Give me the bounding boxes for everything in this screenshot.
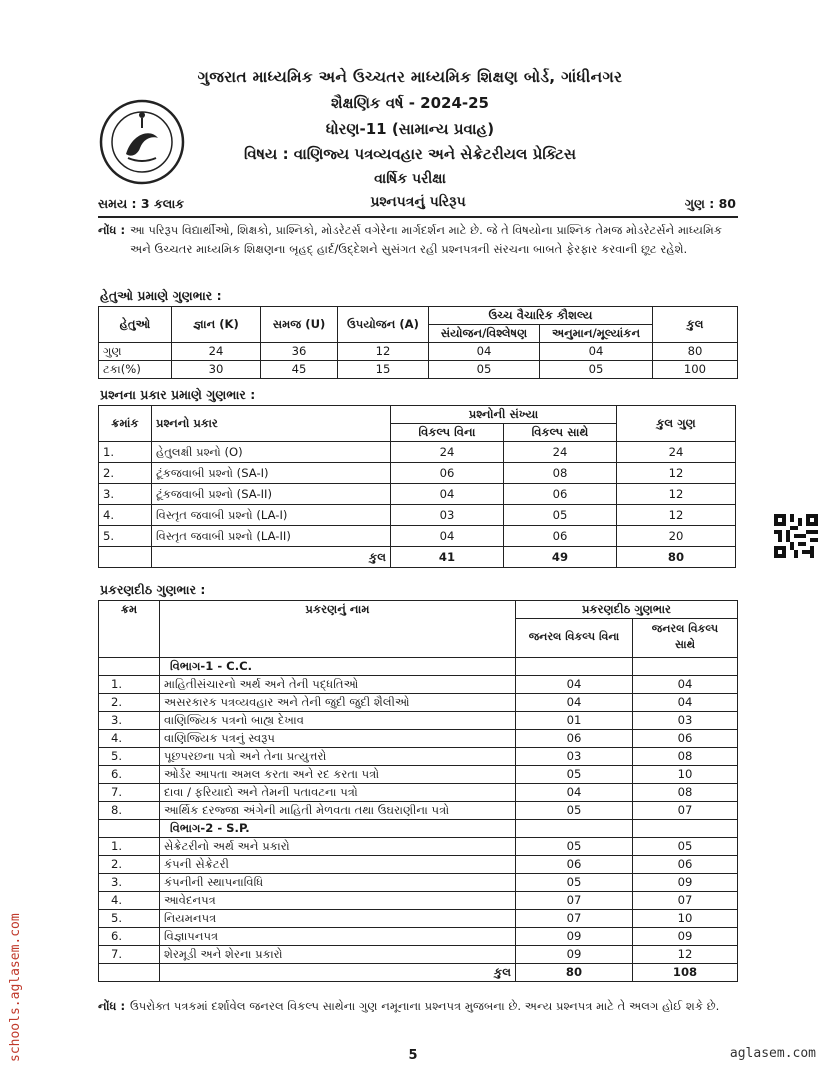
cell: 03: [391, 505, 504, 526]
cell: અસરકારક પત્રવ્યવહાર અને તેની જુદી જુદી શૈલીઓ: [160, 694, 516, 712]
cell: 06: [391, 463, 504, 484]
cell: [633, 658, 738, 676]
cell: 04: [391, 484, 504, 505]
cell: વાણિજ્યિક પત્રનો બાહ્ય દેખાવ: [160, 712, 516, 730]
cell: 80: [617, 547, 736, 568]
cell: 4.: [99, 505, 152, 526]
cell: 06: [504, 484, 617, 505]
cell: વાણિજ્યિક પત્રનું સ્વરૂપ: [160, 730, 516, 748]
cell: આવેદનપત્ર: [160, 892, 516, 910]
row-label: ગુણ: [99, 343, 172, 361]
section-label: વિભાગ-2 - S.P.: [160, 820, 516, 838]
table-row: [99, 874, 738, 892]
part2-rows: [99, 838, 738, 964]
cell: 12: [617, 484, 736, 505]
cell: 06: [633, 856, 738, 874]
qtypes-table: [98, 405, 736, 568]
watermark-text: schools.aglasem.com: [8, 913, 23, 1062]
table-row: [99, 946, 738, 964]
cell: 2.: [99, 463, 152, 484]
cell: 04: [633, 676, 738, 694]
cell: 03: [633, 712, 738, 730]
cell: 80: [653, 343, 738, 361]
section-label: વિભાગ-1 - C.C.: [160, 658, 516, 676]
cell: 12: [617, 505, 736, 526]
cell: 12: [633, 946, 738, 964]
table-row: [99, 361, 738, 379]
table-row: [99, 748, 738, 766]
objectives-heading: હેતુઓ પ્રમાણે ગુણભાર :: [100, 288, 222, 303]
cell: 24: [391, 442, 504, 463]
cell: 07: [633, 802, 738, 820]
cell: નિયમનપત્ર: [160, 910, 516, 928]
cell: 7.: [99, 946, 160, 964]
cell: વિસ્તૃત જવાબી પ્રશ્નો (LA-II): [152, 526, 391, 547]
cell: આર્થિક દરજ્જા અંગેની માહિતી મેળવતા તથા ઉઘરાણીના પત્રો: [160, 802, 516, 820]
total-row: [99, 964, 738, 982]
table-row: [99, 910, 738, 928]
cell: 04: [516, 676, 633, 694]
cell: 24: [172, 343, 261, 361]
table-row: [99, 784, 738, 802]
cell: 100: [653, 361, 738, 379]
note-text: ઉપરોક્ત પત્રકમાં દર્શાવેલ જનરલ વિકલ્પ સાથેના ગુણ નમૂનાના પ્રશ્નપત્ર મુજબના છે. અન્ય પ્રશ્નપત્ર માટે તે અલગ હોઈ શકે છે.: [130, 999, 720, 1013]
cell: 4.: [99, 730, 160, 748]
note-top: [98, 221, 738, 259]
table-row: [99, 856, 738, 874]
cell: 10: [633, 910, 738, 928]
standard: ધોરણ-11 (સામાન્ય પ્રવાહ): [325, 120, 495, 138]
cell: 12: [617, 463, 736, 484]
cell: 4.: [99, 892, 160, 910]
col-without-option: જનરલ વિકલ્પ વિના: [516, 619, 633, 658]
table-row: [99, 676, 738, 694]
cell: [516, 658, 633, 676]
cell: હેતુલક્ષી પ્રશ્નો (O): [152, 442, 391, 463]
cell: 05: [540, 361, 653, 379]
col-with-option: વિકલ્પ સાથે: [504, 424, 617, 442]
exam-time: સમય : 3 કલાક: [98, 196, 185, 211]
cell: 49: [504, 547, 617, 568]
cell: 5.: [99, 910, 160, 928]
objectives-table: [98, 306, 738, 379]
cell: 1.: [99, 676, 160, 694]
cell: [99, 547, 152, 568]
board-name: ગુજરાત માધ્યમિક અને ઉચ્ચતર માધ્યમિક શિક્ષણ બોર્ડ, ગાંધીનગર: [197, 68, 623, 86]
col-evaluation: અનુમાન/મૂલ્યાંકન: [540, 325, 653, 343]
table-row: [99, 343, 738, 361]
cell: વિસ્તૃત જવાબી પ્રશ્નો (LA-I): [152, 505, 391, 526]
cell: 05: [516, 838, 633, 856]
cell: 45: [261, 361, 338, 379]
time-marks-bar: [98, 194, 736, 214]
cell: 04: [633, 694, 738, 712]
watermark: [2, 874, 26, 1064]
cell: 06: [516, 856, 633, 874]
cell: 6.: [99, 766, 160, 784]
cell: 15: [338, 361, 429, 379]
cell: 03: [516, 748, 633, 766]
qr-code-icon: [774, 514, 818, 558]
total-row: [99, 547, 736, 568]
divider: [98, 216, 738, 218]
cell: 05: [516, 802, 633, 820]
cell: 24: [617, 442, 736, 463]
chapters-table: [98, 600, 738, 982]
cell: માહિતીસંચારનો અર્થ અને તેની પદ્ધતિઓ: [160, 676, 516, 694]
table-row: [99, 928, 738, 946]
table-row: [99, 838, 738, 856]
col-understanding: સમજ (U): [261, 307, 338, 343]
cell: [516, 820, 633, 838]
cell: 05: [504, 505, 617, 526]
cell: 8.: [99, 802, 160, 820]
cell: 01: [516, 712, 633, 730]
cell: 5.: [99, 526, 152, 547]
col-chapter-name: પ્રકરણનું નામ: [160, 601, 516, 658]
cell: કંપનીની સ્થાપનાવિધિ: [160, 874, 516, 892]
cell: દાવા / ફરિયાદો અને તેમની પતાવટના પત્રો: [160, 784, 516, 802]
cell: શેરમૂડી અને શેરના પ્રકારો: [160, 946, 516, 964]
col-application: ઉપયોજન (A): [338, 307, 429, 343]
cell: 30: [172, 361, 261, 379]
cell: 07: [516, 892, 633, 910]
total-marks: ગુણ : 80: [684, 196, 736, 211]
cell: પૂછપરછના પત્રો અને તેના પ્રત્યુત્તરો: [160, 748, 516, 766]
exam-type: વાર્ષિક પરીક્ષા: [374, 171, 446, 187]
table-row: [99, 694, 738, 712]
table-row: [99, 712, 738, 730]
cell: 1.: [99, 838, 160, 856]
col-without-option: વિકલ્પ વિના: [391, 424, 504, 442]
col-serial: ક્રમાંક: [99, 406, 152, 442]
cell: 10: [633, 766, 738, 784]
table-row: [99, 526, 736, 547]
note-label: નોંધ :: [98, 223, 126, 237]
cell: [633, 820, 738, 838]
blueprint-title: પ્રશ્નપત્રનું પરિરૂપ: [370, 194, 466, 210]
note-text: આ પરિરૂપ વિદ્યાર્થીઓ, શિક્ષકો, પ્રાશ્નિકો, મોડરેટર્સ વગેરેના માર્ગદર્શન માટે છે. જે તે વિષયોના પ્રાશ્નિક તેમજ મોડરેટર્સને માધ્યમિક અને ઉચ્ચતર માધ્યમિક શિક્ષણના બૃહદ્ હાર્દ/ઉદ્દેશને સુસંગત રહી પ્રશ્નપત્રની સંરચના બાબતે ફેરફાર કરવાની છૂટ રહેશે.: [130, 223, 723, 256]
col-hots: ઉચ્ચ વૈચારિક કૌશલ્ય: [429, 307, 653, 325]
cell: 09: [516, 928, 633, 946]
cell: વિજ્ઞાપનપત્ર: [160, 928, 516, 946]
table-row: [99, 463, 736, 484]
cell: 07: [633, 892, 738, 910]
cell: 09: [633, 928, 738, 946]
table-row: [99, 484, 736, 505]
col-synthesis: સંયોજન/વિશ્લેષણ: [429, 325, 540, 343]
qtypes-heading: પ્રશ્નના પ્રકાર પ્રમાણે ગુણભાર :: [100, 387, 256, 402]
note-label: નોંધ :: [98, 999, 126, 1013]
cell: 5.: [99, 748, 160, 766]
brand-text: aglasem.com: [729, 1046, 816, 1061]
col-objective: હેતુઓ: [99, 307, 172, 343]
cell: 6.: [99, 928, 160, 946]
cell: સેક્રેટરીનો અર્થ અને પ્રકારો: [160, 838, 516, 856]
cell: 08: [633, 784, 738, 802]
cell: 06: [504, 526, 617, 547]
cell: [99, 658, 160, 676]
cell: 08: [504, 463, 617, 484]
cell: 05: [633, 838, 738, 856]
col-question-type: પ્રશ્નનો પ્રકાર: [152, 406, 391, 442]
cell: [99, 964, 160, 982]
table-row: [99, 766, 738, 784]
cell: 3.: [99, 712, 160, 730]
col-total: કુલ: [653, 307, 738, 343]
cell: 04: [429, 343, 540, 361]
cell: 04: [516, 784, 633, 802]
cell: 20: [617, 526, 736, 547]
table-row: [99, 730, 738, 748]
cell: 05: [429, 361, 540, 379]
cell: 08: [633, 748, 738, 766]
col-chapter-weight: પ્રકરણદીઠ ગુણભાર: [516, 601, 738, 619]
note-bottom: [98, 997, 738, 1016]
cell: 7.: [99, 784, 160, 802]
cell: 2.: [99, 694, 160, 712]
cell: 80: [516, 964, 633, 982]
table-row: [99, 505, 736, 526]
page-number: 5: [408, 1048, 418, 1063]
cell: 108: [633, 964, 738, 982]
cell: કંપની સેક્રેટરી: [160, 856, 516, 874]
total-label: કુલ: [160, 964, 516, 982]
cell: [99, 820, 160, 838]
cell: 07: [516, 910, 633, 928]
section-row: [99, 658, 738, 676]
col-with-option: જનરલ વિકલ્પ સાથે: [633, 619, 738, 658]
subject: વિષય : વાણિજ્ય પત્રવ્યવહાર અને સેક્રેટરીયલ પ્રેક્ટિસ: [243, 145, 577, 163]
col-serial: ક્રમ: [99, 601, 160, 658]
col-knowledge: જ્ઞાન (K): [172, 307, 261, 343]
cell: 09: [516, 946, 633, 964]
part1-rows: [99, 676, 738, 820]
table-row: [99, 802, 738, 820]
academic-year: શૈક્ષણિક વર્ષ - 2024-25: [331, 94, 489, 112]
col-question-count: પ્રશ્નોની સંખ્યા: [391, 406, 617, 424]
cell: 04: [516, 694, 633, 712]
cell: 09: [633, 874, 738, 892]
cell: 2.: [99, 856, 160, 874]
cell: ટૂંકજવાબી પ્રશ્નો (SA-I): [152, 463, 391, 484]
cell: 12: [338, 343, 429, 361]
cell: 04: [540, 343, 653, 361]
cell: 24: [504, 442, 617, 463]
row-label: ટકા(%): [99, 361, 172, 379]
cell: 36: [261, 343, 338, 361]
cell: ઓર્ડર આપતા અમલ કરતા અને રદ કરતા પત્રો: [160, 766, 516, 784]
cell: 05: [516, 766, 633, 784]
cell: 41: [391, 547, 504, 568]
table-row: [99, 892, 738, 910]
cell: 06: [633, 730, 738, 748]
table-row: [99, 442, 736, 463]
cell: 3.: [99, 874, 160, 892]
col-total-marks: કુલ ગુણ: [617, 406, 736, 442]
section-row: [99, 820, 738, 838]
cell: 3.: [99, 484, 152, 505]
cell: 1.: [99, 442, 152, 463]
chapters-heading: પ્રકરણદીઠ ગુણભાર :: [100, 582, 206, 597]
cell: 05: [516, 874, 633, 892]
cell: ટૂંકજવાબી પ્રશ્નો (SA-II): [152, 484, 391, 505]
total-label: કુલ: [152, 547, 391, 568]
cell: 06: [516, 730, 633, 748]
cell: 04: [391, 526, 504, 547]
